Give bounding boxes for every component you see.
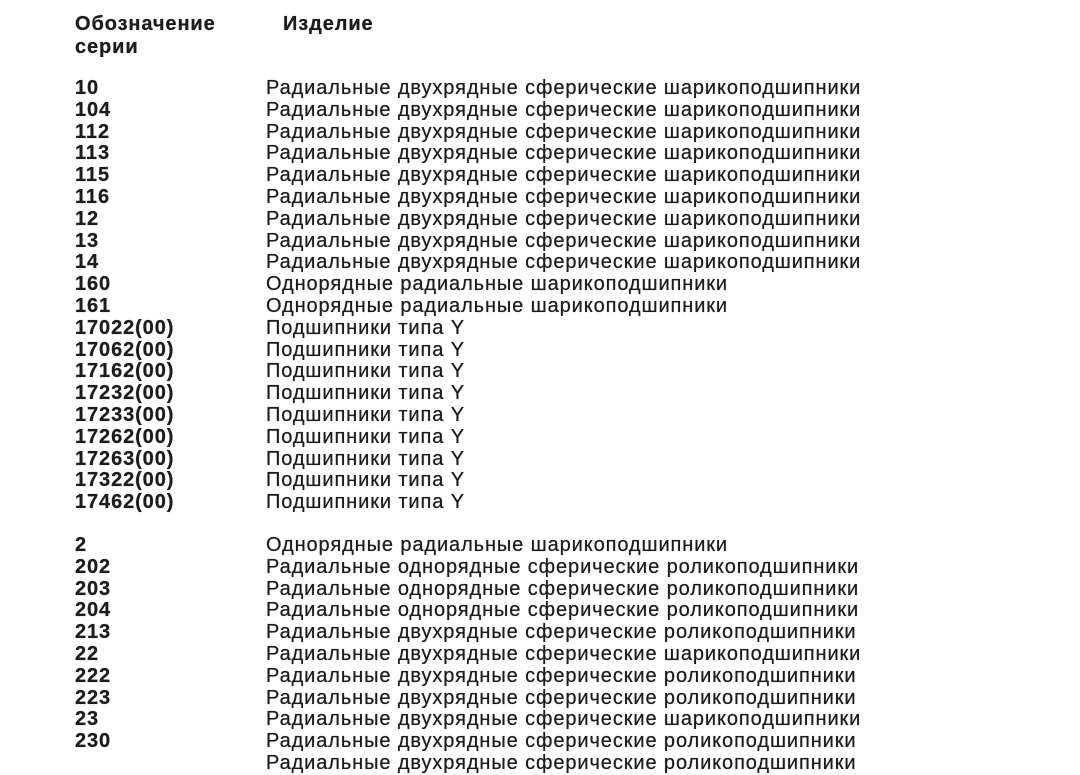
- series-code: 116: [75, 185, 110, 208]
- table-row: [75, 165, 1055, 187]
- series-code: 17462(00): [75, 491, 175, 514]
- product-description: Радиальные двухрядные сферические шарикоподшипники: [266, 708, 862, 731]
- series-code: 223: [75, 686, 112, 709]
- table-row: [75, 78, 1055, 100]
- table-row: [75, 600, 1055, 622]
- product-description: Подшипники типа Y: [266, 469, 465, 492]
- product-description: Радиальные двухрядные сферические шарикоподшипники: [266, 185, 862, 208]
- series-code: 17232(00): [75, 382, 175, 405]
- table-row: [75, 535, 1055, 557]
- series-code: 12: [75, 207, 100, 230]
- table-body: [75, 78, 1055, 753]
- series-code: 203: [75, 577, 112, 600]
- series-code: 17322(00): [75, 469, 175, 492]
- cutoff-row: [75, 751, 1055, 774]
- series-code: 204: [75, 599, 112, 622]
- product-description: Подшипники типа Y: [266, 360, 465, 383]
- table-row: [75, 361, 1055, 383]
- product-description: Радиальные двухрядные сферические роликоподшипники: [266, 664, 857, 687]
- section-series-2xx: [75, 535, 1055, 753]
- table-row: [75, 427, 1055, 449]
- table-row: [75, 579, 1055, 601]
- series-code: 17233(00): [75, 403, 175, 426]
- table-row: [75, 296, 1055, 318]
- table-row: [75, 470, 1055, 492]
- table-row: [75, 731, 1055, 753]
- product-description: Радиальные однорядные сферические роликоподшипники: [266, 599, 860, 622]
- product-description: Радиальные двухрядные сферические шарикоподшипники: [266, 207, 862, 230]
- series-code: 160: [75, 273, 112, 296]
- series-code: 17262(00): [75, 425, 175, 448]
- series-code: 17162(00): [75, 360, 175, 383]
- series-code: 17022(00): [75, 316, 175, 339]
- series-code: 230: [75, 730, 112, 753]
- table-row: [75, 318, 1055, 340]
- series-code: 23: [75, 708, 100, 731]
- product-description: Подшипники типа Y: [266, 447, 465, 470]
- series-code: 13: [75, 229, 100, 252]
- table-row: [75, 187, 1055, 209]
- product-description: Подшипники типа Y: [266, 382, 465, 405]
- product-description: Радиальные однорядные сферические роликоподшипники: [266, 577, 860, 600]
- table-row: [75, 644, 1055, 666]
- product-description: Подшипники типа Y: [266, 338, 465, 361]
- table-row: [75, 557, 1055, 579]
- product-description: Радиальные двухрядные сферические шарикоподшипники: [266, 229, 862, 252]
- product-description: Радиальные однорядные сферические роликоподшипники: [266, 555, 860, 578]
- table-row: [75, 209, 1055, 231]
- table-row: [75, 252, 1055, 274]
- product-description: Подшипники типа Y: [266, 403, 465, 426]
- table-row: [75, 340, 1055, 362]
- table-row: [75, 405, 1055, 427]
- series-code: 161: [75, 294, 112, 317]
- table-row: [75, 449, 1055, 471]
- table-row: [75, 274, 1055, 296]
- product-description: Радиальные двухрядные сферические шарикоподшипники: [266, 77, 862, 99]
- table-row: [75, 666, 1055, 688]
- series-code: 17263(00): [75, 447, 175, 470]
- product-description: Радиальные двухрядные сферические шарикоподшипники: [266, 642, 862, 665]
- series-code: 17062(00): [75, 338, 175, 361]
- series-code: 22: [75, 642, 100, 665]
- product-description: Радиальные двухрядные сферические роликоподшипники: [266, 686, 857, 709]
- product-description: Подшипники типа Y: [266, 425, 465, 448]
- table-header: [75, 13, 1055, 59]
- table-row: [75, 492, 1055, 514]
- product-description: Подшипники типа Y: [266, 316, 465, 339]
- table-row: [75, 100, 1055, 122]
- series-code: 2: [75, 533, 88, 556]
- series-code: 222: [75, 664, 112, 687]
- product-description: Радиальные двухрядные сферические шарикоподшипники: [266, 120, 862, 143]
- product-description: Однорядные радиальные шарикоподшипники: [266, 533, 728, 556]
- table-row: [75, 688, 1055, 710]
- series-code: 113: [75, 142, 110, 165]
- series-code: 213: [75, 621, 112, 644]
- product-description: Радиальные двухрядные сферические шарикоподшипники: [266, 142, 862, 165]
- series-code: 10: [75, 77, 100, 99]
- table-row: [75, 122, 1055, 144]
- table-row: [75, 709, 1055, 731]
- product-description: Подшипники типа Y: [266, 491, 465, 514]
- section-series-1xx: [75, 78, 1055, 514]
- product-description: Радиальные двухрядные сферические роликоподшипники: [266, 730, 857, 753]
- product-description: Однорядные радиальные шарикоподшипники: [266, 273, 728, 296]
- product-description: Радиальные двухрядные сферические роликоподшипники: [266, 621, 857, 644]
- product-description: Радиальные двухрядные сферические шарикоподшипники: [266, 98, 862, 121]
- product-description: Однорядные радиальные шарикоподшипники: [266, 294, 728, 317]
- column-header-series: Обозначение серии: [75, 13, 216, 58]
- column-header-product: Изделие: [283, 13, 374, 35]
- series-table: [75, 13, 1055, 774]
- series-code: 104: [75, 98, 112, 121]
- series-code: 202: [75, 555, 112, 578]
- series-code: 115: [75, 164, 110, 187]
- table-row: [75, 231, 1055, 253]
- table-row: [75, 622, 1055, 644]
- series-code: 112: [75, 120, 110, 143]
- table-row: [75, 143, 1055, 165]
- product-description: Радиальные двухрядные сферические шарикоподшипники: [266, 164, 862, 187]
- series-code: 14: [75, 251, 100, 274]
- product-description: Радиальные двухрядные сферические роликоподшипники: [266, 751, 857, 774]
- table-row: [75, 383, 1055, 405]
- product-description: Радиальные двухрядные сферические шарикоподшипники: [266, 251, 862, 274]
- series-code: [75, 753, 266, 758]
